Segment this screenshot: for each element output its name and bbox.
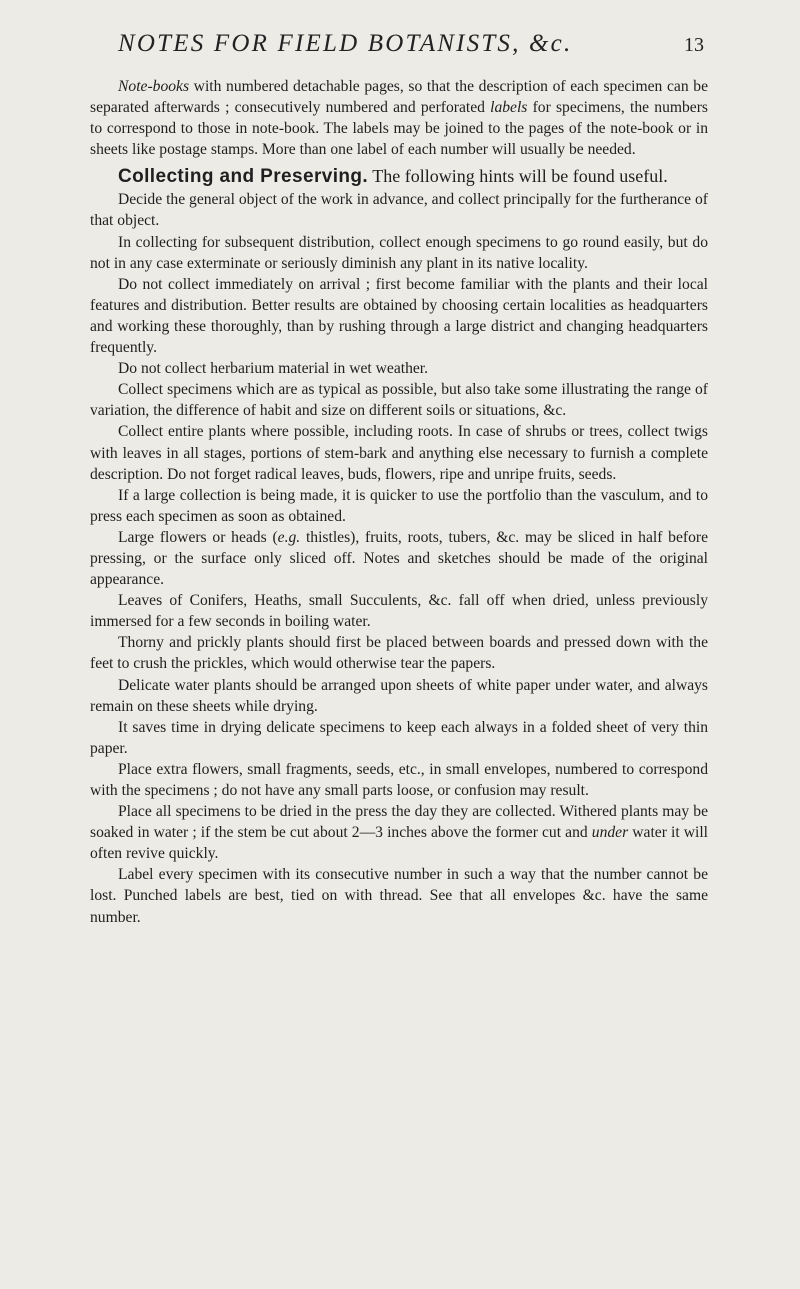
paragraph-8-eg: e.g. xyxy=(277,528,301,546)
paragraph-10: Thorny and prickly plants should first be placed between boards and pressed down with the feet to crush the prickles, which would otherwise tear the papers. xyxy=(90,634,708,673)
paragraph-5: Collect specimens which are as typical as possible, but also take some illustrating the range of variation, the difference of habit and size on different soils or situations, &c. xyxy=(90,381,708,420)
term-note-books: Note-books xyxy=(118,78,190,95)
page-header xyxy=(118,30,708,58)
paragraph-8-a: Large flowers or heads ( xyxy=(118,528,278,546)
page-number: 13 xyxy=(684,34,704,56)
paragraph-7: If a large collection is being made, it is quicker to use the portfolio than the vasculum, and to press each specimen as soon as obtained. xyxy=(90,486,708,525)
paragraph-11: Delicate water plants should be arranged upon sheets of white paper under water, and always remain on these sheets while drying. xyxy=(90,676,708,715)
paragraph-1: Decide the general object of the work in advance, and collect principally for the furtherance of that object. xyxy=(90,191,708,230)
paragraph-14-b: water it will often revive quickly. xyxy=(90,824,709,863)
paragraph-14 xyxy=(90,801,708,864)
section-intro: The following hints will be found useful. xyxy=(368,166,668,187)
term-labels: labels xyxy=(490,99,528,117)
body-text xyxy=(90,76,708,928)
intro-text-2: for specimens, the numbers to correspond to those in note-book. The labels may be joined to the pages of the note-book or in sheets like postage stamps. More than one label of each number will usually be needed. xyxy=(90,99,708,159)
paragraph-14-a: Place all specimens to be dried in the press the day they are collected. Withered plants may be soaked in water ; if the stem be cut about 2—3 inches above the former cut and xyxy=(90,803,708,842)
paragraph-12: It saves time in drying delicate specimens to keep each always in a folded sheet of very thin paper. xyxy=(90,718,708,757)
paragraph-4: Do not collect herbarium material in wet weather. xyxy=(118,360,429,378)
paragraph-8-b: thistles), fruits, roots, tubers, &c. may be sliced in half before pressing, or the surface only sliced off. Notes and sketches should be made of the original appearance. xyxy=(90,528,709,589)
paragraph-8 xyxy=(90,527,708,590)
paragraph-15: Label every specimen with its consecutive number in such a way that the number cannot be lost. Punched labels are best, tied on with thread. See that all envelopes &c. have the same number. xyxy=(90,866,708,926)
paragraph-2: In collecting for subsequent distribution, collect enough specimens to go round easily, but do not in any case exterminate or seriously diminish any plant in its native locality. xyxy=(90,233,708,272)
paragraph-13: Place extra flowers, small fragments, seeds, etc., in small envelopes, numbered to correspond with the specimens ; do not have any small parts loose, or confusion may result. xyxy=(90,760,708,799)
paragraph-note-books xyxy=(90,76,708,160)
intro-text-1: with numbered detachable pages, so that the description of each specimen can be separated afterwards ; consecutively numbered and perforated xyxy=(90,78,708,117)
paragraph-6: Collect entire plants where possible, including roots. In case of shrubs or trees, collect twigs with leaves in all stages, portions of stem-bark and anything else necessary to furnish a complete description. Do not forget radical leaves, buds, flowers, ripe and unripe fruits, seeds. xyxy=(90,423,708,483)
section-heading: Collecting and Preserving. xyxy=(118,166,369,188)
paragraph-14-under: under xyxy=(591,824,629,842)
running-head: NOTES FOR FIELD BOTANISTS, &c. xyxy=(118,30,573,57)
paragraph-3: Do not collect immediately on arrival ; first become familiar with the plants and their local features and distribution. Better results are obtained by choosing certain localities as headquarters and working these thoroughly, than by rushing through a large district and changing headquarters frequently. xyxy=(90,275,708,357)
paragraph-9: Leaves of Conifers, Heaths, small Succulents, &c. fall off when dried, unless previously immersed for a few seconds in boiling water. xyxy=(90,592,708,631)
section-heading-line xyxy=(90,164,708,189)
